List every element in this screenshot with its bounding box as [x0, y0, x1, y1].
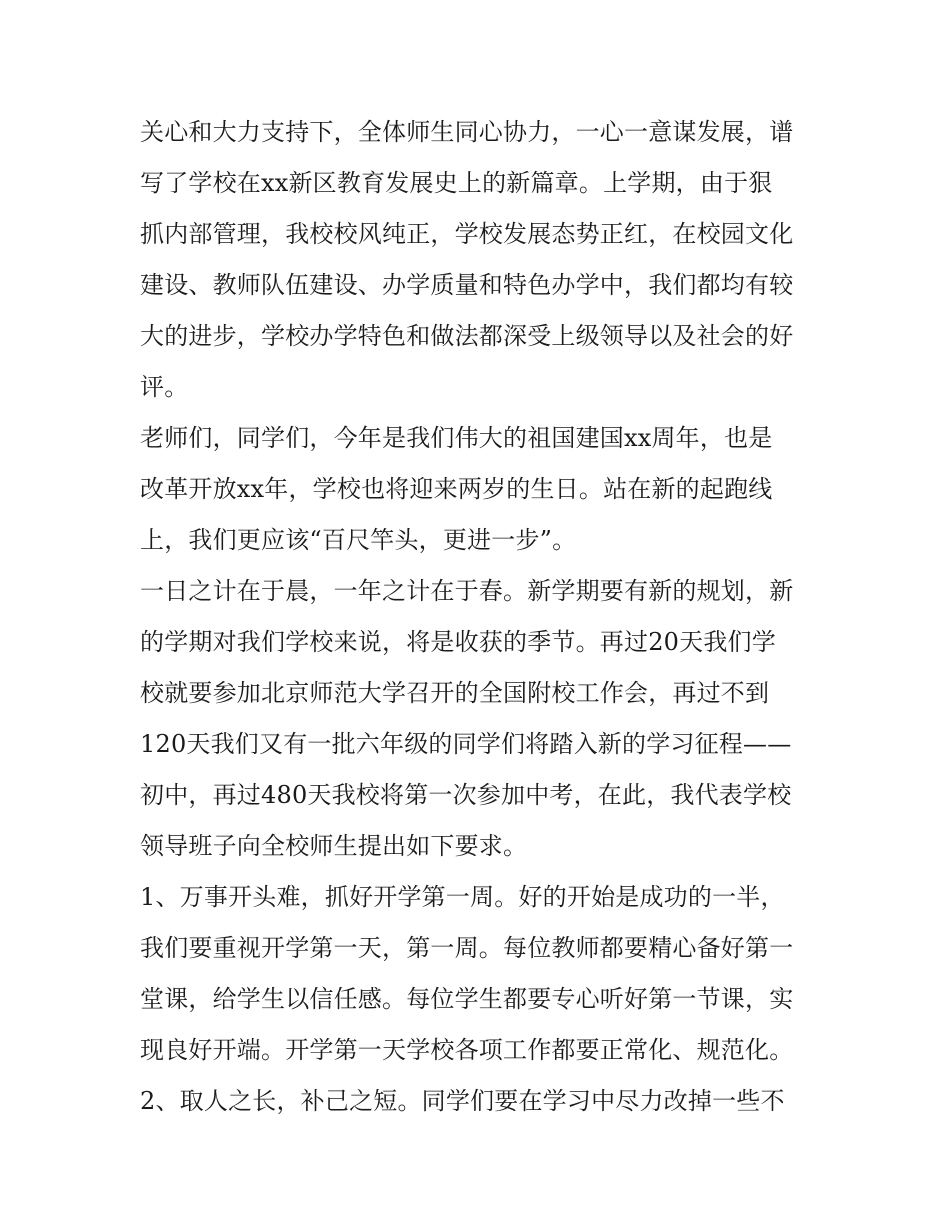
document-body — [140, 107, 820, 1127]
text-line: 一日之计在于晨，一年之计在于春。新学期要有新的规划，新 — [140, 577, 794, 605]
text-line: 2、取人之长，补己之短。同学们要在学习中尽力改掉一些不 — [140, 1087, 785, 1115]
text-line: 领导班子向全校师生提出如下要求。 — [140, 832, 528, 860]
text-line: 抓内部管理，我校校风纯正，学校发展态势正红，在校园文化 — [140, 220, 794, 248]
text-line: 校就要参加北京师范大学召开的全国附校工作会，再过不到 — [140, 679, 770, 707]
text-line: 初中，再过480天我校将第一次参加中考，在此，我代表学校 — [140, 781, 792, 809]
text-line: 我们要重视开学第一天，第一周。每位教师都要精心备好第一 — [140, 934, 794, 962]
text-line: 改革开放xx年，学校也将迎来两岁的生日。站在新的起跑线 — [140, 475, 773, 503]
text-line: 120天我们又有一批六年级的同学们将踏入新的学习征程—— — [140, 730, 792, 758]
text-line: 老师们，同学们，今年是我们伟大的祖国建国xx周年，也是 — [140, 424, 773, 452]
text-line: 上，我们更应该“百尺竿头，更进一步”。 — [140, 526, 577, 554]
text-line: 堂课，给学生以信任感。每位学生都要专心听好第一节课，实 — [140, 985, 794, 1013]
text-line: 1、万事开头难，抓好开学第一周。好的开始是成功的一半， — [140, 883, 785, 911]
text-line: 大的进步，学校办学特色和做法都深受上级领导以及社会的好 — [140, 322, 794, 350]
text-line: 评。 — [140, 373, 189, 401]
text-line: 建设、教师队伍建设、办学质量和特色办学中，我们都均有较 — [140, 271, 794, 299]
text-line: 关心和大力支持下，全体师生同心协力，一心一意谋发展，谱 — [140, 118, 794, 146]
text-line: 写了学校在xx新区教育发展史上的新篇章。上学期，由于狠 — [140, 169, 773, 197]
text-line: 的学期对我们学校来说，将是收获的季节。再过20天我们学 — [140, 628, 776, 656]
text-line: 现良好开端。开学第一天学校各项工作都要正常化、规范化。 — [140, 1036, 794, 1064]
